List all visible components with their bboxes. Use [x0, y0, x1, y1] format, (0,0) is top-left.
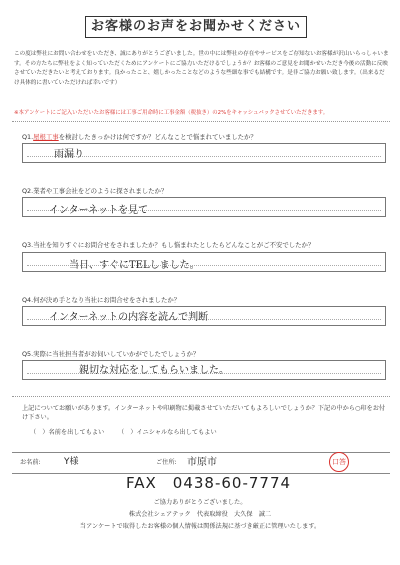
- thanks-text: ご協力ありがとうございました。: [153, 499, 247, 506]
- company-name: 株式会社シェアテック 代表取締役 大久保 誠二: [128, 511, 272, 518]
- section-divider: [12, 396, 390, 397]
- q1-highlight: 屋根工事: [33, 133, 59, 141]
- name-label: お名前:: [20, 459, 41, 466]
- intro-text: この度は弊社にお問い合わせをいただき、誠にありがとうございました。世の中には弊社の存在やサービスをご存知ないお客様が沢山いらっしゃいます。その方たちに弊社をよく知っていただくためにアンケートにご協力いただけるでしょうか？お客様のご意見をお聞かせいただき今後の活動に反映させていただきたいと考えております。良かったこと、嬉しかったことなどのような些細な事でも結構です。是非ご協力お願い致します。（出来るだけ具体的に書いていただければ幸いです）: [14, 51, 389, 86]
- q5-answer: 親切な対応をしてもらいました。: [79, 365, 229, 376]
- page-title: お客様のお声をお聞かせください: [85, 16, 307, 38]
- consent-text: 上記についてお願いがあります。インターネットや印刷物に掲載させていただいてもよろしいでしょうか？下記の中から○印をお付け下さい。: [22, 405, 386, 421]
- q2-answer: インターネットを見て: [49, 205, 149, 216]
- cashback-notice: ※本アンケートにご記入いただいたお客様には工事ご用命時に工事金額（税抜き）の2%をキャッシュバックさせていただきます。: [14, 110, 329, 116]
- address-value: 市原市: [187, 457, 217, 468]
- q1-prefix: Q1.: [22, 133, 34, 141]
- consent-option-initial[interactable]: （ ）イニシャルなら出してもよい: [118, 429, 217, 436]
- q4-label: Q4.何が決め手となり当社にお問合せをされましたか？: [22, 296, 181, 304]
- q1-label: [22, 132, 257, 141]
- q5-label: Q5.実際に当社担当者がお伺いしていかがでしたでしょうか？: [22, 350, 200, 358]
- oral-response-stamp: 口答: [329, 452, 349, 472]
- fax-number: FAX 0438-60-7774: [126, 474, 292, 492]
- address-label: ご住所:: [156, 459, 177, 466]
- section-divider: [12, 121, 390, 122]
- q1-answer: 雨漏り: [54, 149, 84, 160]
- q1-rest: を検討したきっかけは何ですか？どんなことで悩まれていましたか？: [58, 133, 257, 141]
- q3-answer: 当日、すぐにTELしました。: [69, 260, 200, 271]
- q3-label: Q3.当社を知りすぐにお問合せをされましたか？もし悩まれたとしたらどんなことがご不安でしたか？: [22, 241, 315, 249]
- q4-answer: インターネットの内容を読んで判断: [49, 312, 209, 323]
- consent-option-name[interactable]: （ ）名前を出してもよい: [30, 429, 105, 436]
- name-value: Y様: [64, 457, 79, 467]
- privacy-note: 当アンケートで取得したお客様の個人情報は関係法規に基づき厳正に管理いたします。: [79, 523, 321, 530]
- q2-label: Q2.業者や工事会社をどのように探されましたか？: [22, 187, 168, 195]
